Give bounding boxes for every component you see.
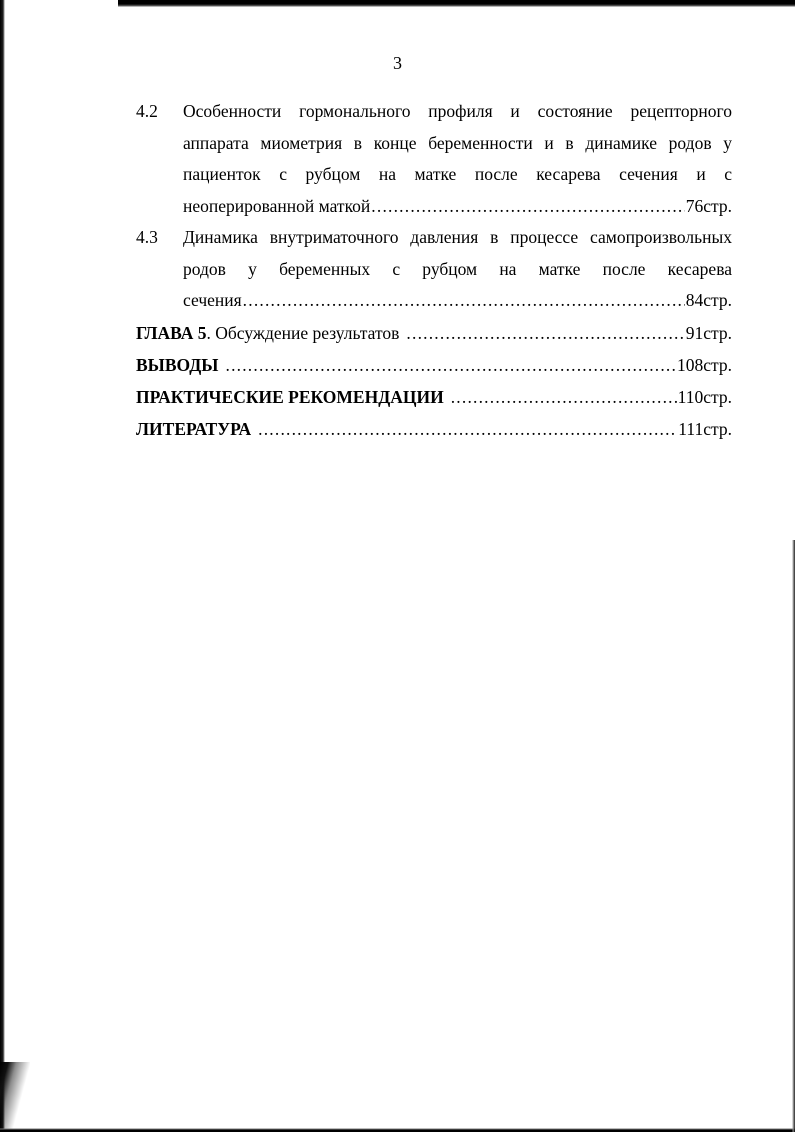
entry-line: Динамика внутриматочного давления в процессе самопроизвольных	[183, 227, 732, 247]
toc-entry-4-3[interactable]	[136, 222, 732, 317]
recommendations-label: ПРАКТИЧЕСКИЕ РЕКОМЕНДАЦИИ	[136, 386, 444, 407]
toc-entry-4-2[interactable]	[136, 96, 732, 222]
chapter-label: ГЛАВА 5	[136, 322, 207, 343]
page-ref: 91стр.	[685, 322, 732, 343]
dot-leader	[226, 349, 676, 381]
conclusions-label: ВЫВОДЫ	[136, 354, 219, 375]
entry-line: Особенности гормонального профиля и состояние рецепторного	[183, 101, 732, 121]
toc-entry-chapter-5[interactable]	[136, 317, 732, 349]
literature-label: ЛИТЕРАТУРА	[136, 418, 252, 439]
section-number: 4.2	[136, 101, 158, 121]
entry-line: аппарата миометрия в конце беременности и в динамике родов у	[183, 132, 732, 153]
scan-border-left	[0, 0, 5, 1132]
chapter-title: . Обсуждение результатов	[206, 322, 400, 343]
page-ref: 110стр.	[677, 386, 732, 407]
page-ref: 76стр.	[685, 195, 732, 216]
table-of-contents	[136, 96, 732, 445]
entry-last-line	[183, 191, 732, 223]
toc-entry-conclusions[interactable]	[136, 349, 732, 381]
page-ref: 111стр.	[678, 418, 732, 439]
entry-line: пациенток с рубцом на матке после кесарева сечения и с	[183, 164, 732, 184]
section-number: 4.3	[136, 227, 158, 247]
dot-leader	[451, 381, 677, 413]
dot-leader	[243, 285, 685, 317]
scan-border-top	[118, 0, 795, 7]
entry-last-line	[183, 285, 732, 317]
dot-leader	[371, 191, 684, 223]
dot-leader	[406, 317, 684, 349]
scan-corner-shadow	[0, 1062, 30, 1132]
page-ref: 84стр.	[685, 290, 732, 310]
toc-entry-recommendations[interactable]	[136, 381, 732, 413]
dot-leader	[258, 413, 677, 445]
entry-line: родов у беременных с рубцом на матке после кесарева	[183, 258, 732, 279]
toc-entry-literature[interactable]	[136, 413, 732, 445]
entry-line-text: сечения	[183, 290, 242, 310]
scan-border-bottom	[0, 1128, 795, 1132]
entry-line-text: неоперированной маткой	[183, 195, 371, 216]
page-number: 3	[393, 53, 402, 73]
page-ref: 108стр.	[676, 354, 732, 375]
